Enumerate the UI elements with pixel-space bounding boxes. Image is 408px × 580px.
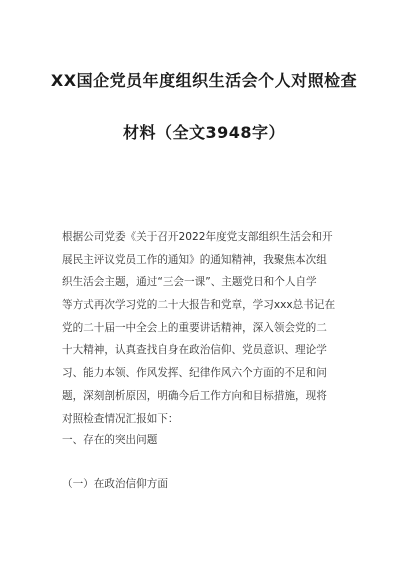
intro-line: 党的二十届一中全会上的重要讲话精神，深入领会党的二 — [62, 321, 327, 334]
intro-line: 对照检查情况汇报如下： — [62, 412, 179, 425]
document-title-line-2: 材料（全文3948字） — [122, 123, 286, 142]
intro-line: 根据公司党委《关于召开2022年度党支部组织生活会和开 — [62, 231, 333, 243]
subsection-heading: （一）在政治信仰方面 — [62, 478, 168, 490]
intro-line: 展民主评议党员工作的通知》的通知精神，我聚焦本次组 — [62, 253, 327, 266]
document-title-line-1: XX国企党员年度组织生活会个人对照检查 — [50, 71, 358, 90]
intro-paragraph — [62, 226, 362, 430]
intro-line: 习、能力本领、作风发挥、纪律作风六个方面的不足和问 — [62, 367, 327, 380]
intro-line: 十大精神，认真查找自身在政治信仰、党员意识、理论学 — [62, 344, 327, 357]
intro-line: 题，深刻剖析原因，明确今后工作方向和目标措施，现将 — [62, 389, 327, 402]
intro-line: 织生活会主题，通过“三会一课”、主题党日和个人自学 — [62, 276, 317, 289]
intro-line: 等方式再次学习党的二十大报告和党章，学习xxx总书记在 — [62, 299, 336, 312]
section-heading: 一、存在的突出问题 — [62, 434, 158, 446]
